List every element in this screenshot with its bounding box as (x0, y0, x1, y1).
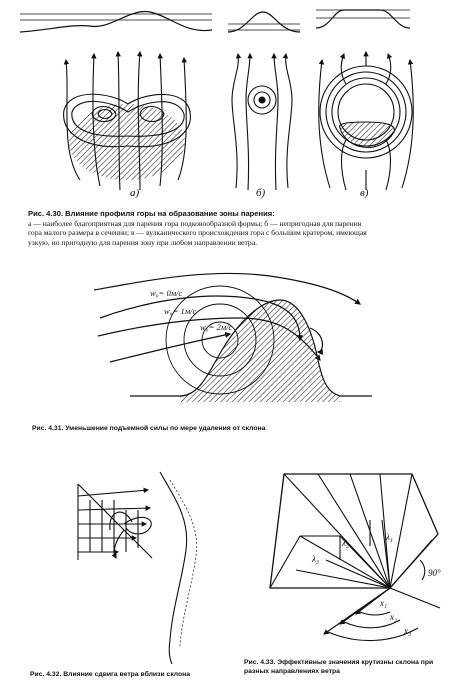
fig433-lambda2: λ₂ (342, 538, 350, 548)
fig433-diagram (270, 474, 440, 641)
fig430-panel-c (319, 52, 414, 190)
fig431-diagram (94, 273, 372, 402)
fig431-label-v2: w₀= 2м/с (200, 322, 233, 332)
fig430-label-a: а) (130, 187, 140, 199)
fig432-caption: Рис. 4.32. Влияние сдвига ветра вблизи склона (30, 671, 191, 678)
fig430-panel-a (64, 52, 191, 190)
fig433-caption-line2: разных направлениях ветра (244, 668, 340, 675)
fig433-lambda3: λ₃ (312, 554, 320, 564)
fig430-label-b: б) (256, 187, 266, 199)
fig432-diagram (78, 472, 197, 664)
fig430-caption-line1: а — наиболее благоприятная для парения гора подковообразной формы; б — непригодная для парения (28, 218, 362, 228)
fig431-label-v0: w₀= 0м/с (150, 288, 183, 298)
fig433-x2: x₂ (390, 612, 398, 622)
fig433-x3: x₃ (404, 626, 412, 636)
fig433-angle: 90° (428, 568, 441, 578)
fig430-caption-line3: узкую, но пригодную для парения зону при любом направлении ветра. (28, 237, 257, 247)
fig433-caption-line1: Рис. 4.33. Эффективные значения крутизны склона при (244, 659, 434, 666)
fig431-label-v1: w₀= 1м/с (164, 306, 197, 316)
fig430-profiles (20, 10, 410, 32)
fig430-caption-title: Рис. 4.30. Влияние профиля горы на образование зоны парения: (28, 209, 275, 218)
fig431-caption: Рис. 4.31. Уменьшение подъемной силы по мере удаления от склона (32, 425, 266, 432)
fig430-panel-b (232, 54, 292, 190)
fig430-label-c: в) (360, 187, 369, 199)
fig433-caption (244, 658, 462, 676)
fig430-caption (28, 209, 458, 247)
fig433-lambda1: λ₁ (386, 532, 394, 542)
fig430-caption-line2: гора малого размера в сечении; в — вулканического происхождения гора с большим кратером, имеющая (28, 228, 367, 238)
fig433-x1: x₁ (380, 598, 388, 608)
